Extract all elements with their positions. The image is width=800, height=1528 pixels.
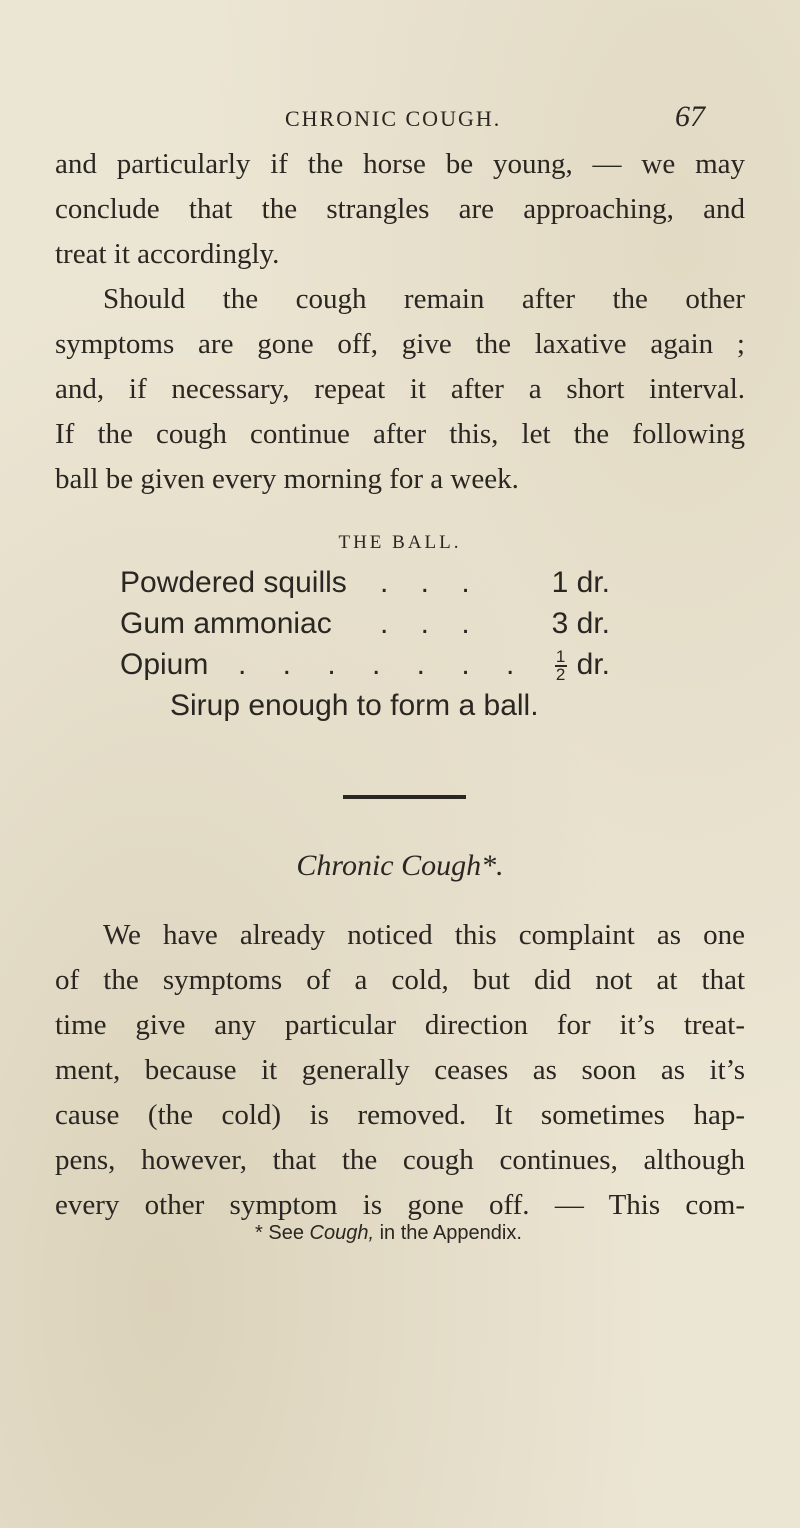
text-line: cause (the cold) is removed. It sometimes hap- [55,1099,745,1131]
ingredient-name: Powdered squills [120,566,347,599]
text-line: Should the cough remain after the other [103,283,745,315]
ingredient-amount [555,644,610,685]
text-line: ball be given every morning for a week. [55,463,519,495]
footnote-suffix: in the Appendix. [379,1222,522,1244]
footnote-reference: Cough, [309,1222,375,1244]
text-line: every other symptom is gone off. — This com- [55,1189,745,1221]
footnote [255,1222,522,1245]
text-line: conclude that the strangles are approaching, and [55,193,745,225]
fraction-numerator: 1 [555,647,566,667]
running-head: CHRONIC COUGH. [285,106,502,131]
leader-dots: . . . [380,607,482,640]
text-line: ment, because it generally ceases as soon as it’s [55,1054,745,1086]
footnote-marker: * [255,1222,263,1244]
recipe-closing [120,685,680,726]
ingredient-name: Gum ammoniac [120,607,332,640]
amount-unit: dr. [576,648,610,681]
section-divider [343,795,466,799]
fraction-half [555,647,567,685]
paragraph-cough-remains [55,277,745,502]
footnote-prefix: See [268,1222,304,1244]
recipe-item [120,562,680,603]
section-title: Chronic Cough*. [296,849,504,882]
text-line: We have already noticed this complaint as one [103,919,745,951]
ingredient-amount: 3 dr. [551,607,610,640]
text-line: and particularly if the horse be young, — we may [55,148,745,180]
paragraph-chronic-cough [55,913,745,1228]
paragraph-strangles [55,142,745,277]
recipe-closing-text: Sirup enough to form a ball. [170,689,539,722]
recipe-list [120,562,680,726]
text-line: treat it accordingly. [55,238,280,270]
recipe-item [120,603,680,644]
text-line: and, if necessary, repeat it after a short interval. [55,373,745,405]
ingredient-name: Opium [120,648,209,681]
text-line: If the cough continue after this, let the following [55,418,745,450]
text-line: of the symptoms of a cold, but did not at that [55,964,745,996]
ingredient-amount: 1 dr. [551,566,610,599]
text-line: time give any particular direction for it’s treat- [55,1009,745,1041]
text-line: symptoms are gone off, give the laxative again ; [55,328,745,360]
fraction-denominator: 2 [555,665,566,685]
leader-dots: . . . [380,566,482,599]
text-line: pens, however, that the cough continues, although [55,1144,745,1176]
recipe-item [120,644,680,685]
page-number: 67 [675,100,705,133]
leader-dots: . . . . . . . [238,648,529,681]
page-header [285,100,705,140]
recipe-title: THE BALL. [338,532,462,553]
